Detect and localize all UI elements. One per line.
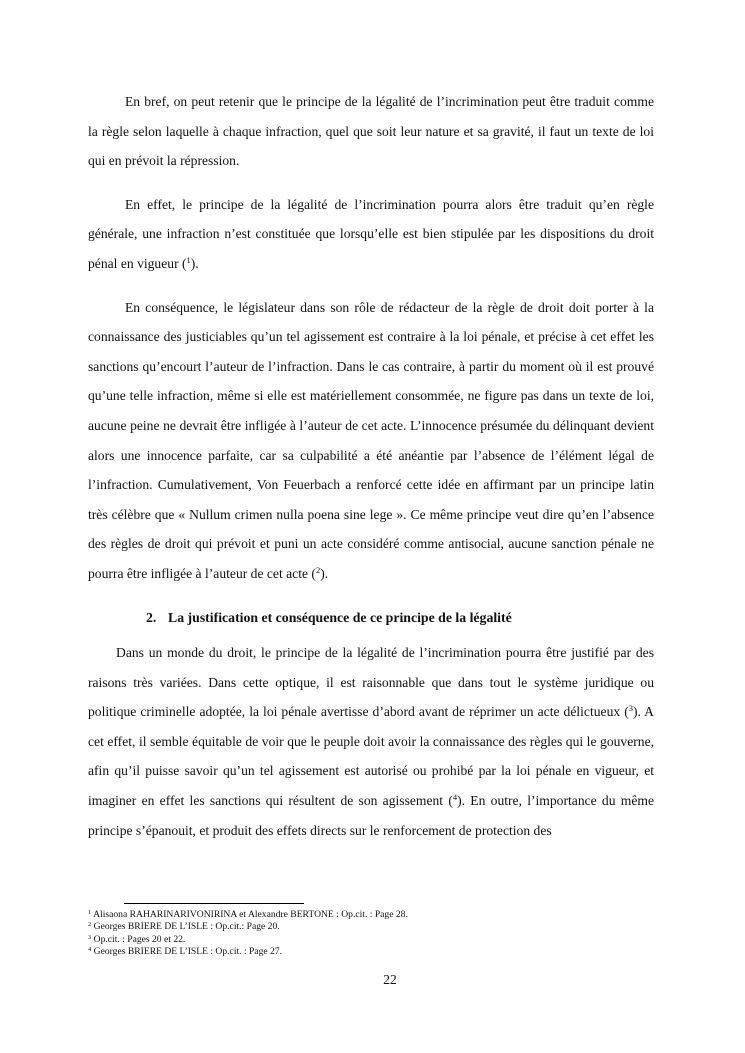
footnote-1-text: Alisaona RAHARINARIVONIRINA et Alexandre BERTONE : Op.cit. : Page 28. xyxy=(93,909,408,920)
paragraph-2-tail: ). xyxy=(190,255,199,271)
section-heading xyxy=(88,603,654,633)
footnote-1 xyxy=(88,909,688,921)
paragraph-4-part3: ). En outre, l’importance du même principe s’épanouit, et produit des effets directs sur le renforcement de protection des xyxy=(88,793,654,838)
paragraph-4-part2: ). A cet effet, il semble équitable de voir que le peuple doit avoir la connaissance des règles qui le gouverne, afin qu’il puisse savoir qu’un tel agissement est autorisé ou prohibé par la loi pénale en vigueur, et imaginer en effet les sanctions qui résultent de son agissement ( xyxy=(88,704,654,809)
footnote-4 xyxy=(88,946,688,958)
footnote-2-text: Georges BRIERE DE L’ISLE : Op.cit.: Page 20. xyxy=(93,921,280,933)
page-number: 22 xyxy=(383,972,397,987)
footnote-4-text: Georges BRIERE DE L’ISLE : Op.cit. : Page 27. xyxy=(93,946,283,958)
footnote-3-number: 3 xyxy=(88,933,92,941)
paragraph-4 xyxy=(88,638,654,845)
footnotes xyxy=(88,909,688,959)
footnote-ref-2: 2 xyxy=(315,564,321,575)
paragraph-4-part1: Dans un monde du droit, le principe de la légalité de l’incrimination pourra être justifié par des raisons très variées. Dans cette optique, il est raisonnable que dans tout le système juridique ou politique criminelle adoptée, la loi pénale avertisse d’abord avant de réprimer un acte délictueux ( xyxy=(88,645,654,720)
footnote-separator xyxy=(124,903,304,904)
paragraph-2 xyxy=(88,190,654,279)
paragraph-1 xyxy=(88,87,654,176)
paragraph-2-text: En effet, le principe de la légalité de l’incrimination pourra alors être traduit qu’en règle générale, une infraction n’est constituée que lorsqu’elle est bien stipulée par les dispositions du droit pénal en vigueur ( xyxy=(88,196,654,271)
footnote-ref-3: 3 xyxy=(628,703,633,714)
paragraph-3-text: En conséquence, le législateur dans son rôle de rédacteur de la règle de droit doit porter à la connaissance des justiciables qu’un tel agissement est contraire à la loi pénale, et précise à cet effet les sanctions qu’encourt l’auteur de l’infraction. Dans le cas contraire, à partir du moment où il est prouvé qu’une telle infraction, même si elle est matériellement consommée, ne figure pas dans un texte de loi, aucune peine ne devrait être infligée à l’auteur de cet acte. L’innocence présumée du délinquant devient alors une innocence parfaite, car sa culpabilité a été anéantie par l’absence de l’élément légal de l’infraction. Cumulativement, Von Feuerbach a renforcé cette idée en affirmant par un principe latin très célèbre que « Nullum crimen nulla poena sine lege ». Ce même principe veut dire qu’en l’absence des règles de droit qui prévoit et puni un acte considéré comme antisocial, aucune sanction pénale ne pourra être infligée à l’auteur de cet acte ( xyxy=(88,299,654,581)
footnote-1-number: 1 xyxy=(88,909,92,916)
paragraph-3 xyxy=(88,293,654,589)
footnote-2 xyxy=(88,921,688,933)
body-text xyxy=(88,87,654,845)
footnote-ref-4: 4 xyxy=(452,792,458,803)
footnote-3 xyxy=(88,934,688,946)
footnote-ref-1: 1 xyxy=(186,254,191,265)
paragraph-1-text: En bref, on peut retenir que le principe de la légalité de l’incrimination peut être traduit comme la règle selon laquelle à chaque infraction, quel que soit leur nature et sa gravité, il faut un texte de loi qui en prévoit la répression. xyxy=(88,94,654,169)
paragraph-3-tail: ). xyxy=(320,565,329,581)
footnote-4-number: 4 xyxy=(88,946,92,954)
section-heading-title: La justification et conséquence de ce principe de la légalité xyxy=(168,609,512,625)
footnote-3-text: Op.cit. : Pages 20 et 22. xyxy=(93,933,186,945)
footnote-2-number: 2 xyxy=(88,921,92,929)
section-heading-number: 2. xyxy=(146,609,157,625)
